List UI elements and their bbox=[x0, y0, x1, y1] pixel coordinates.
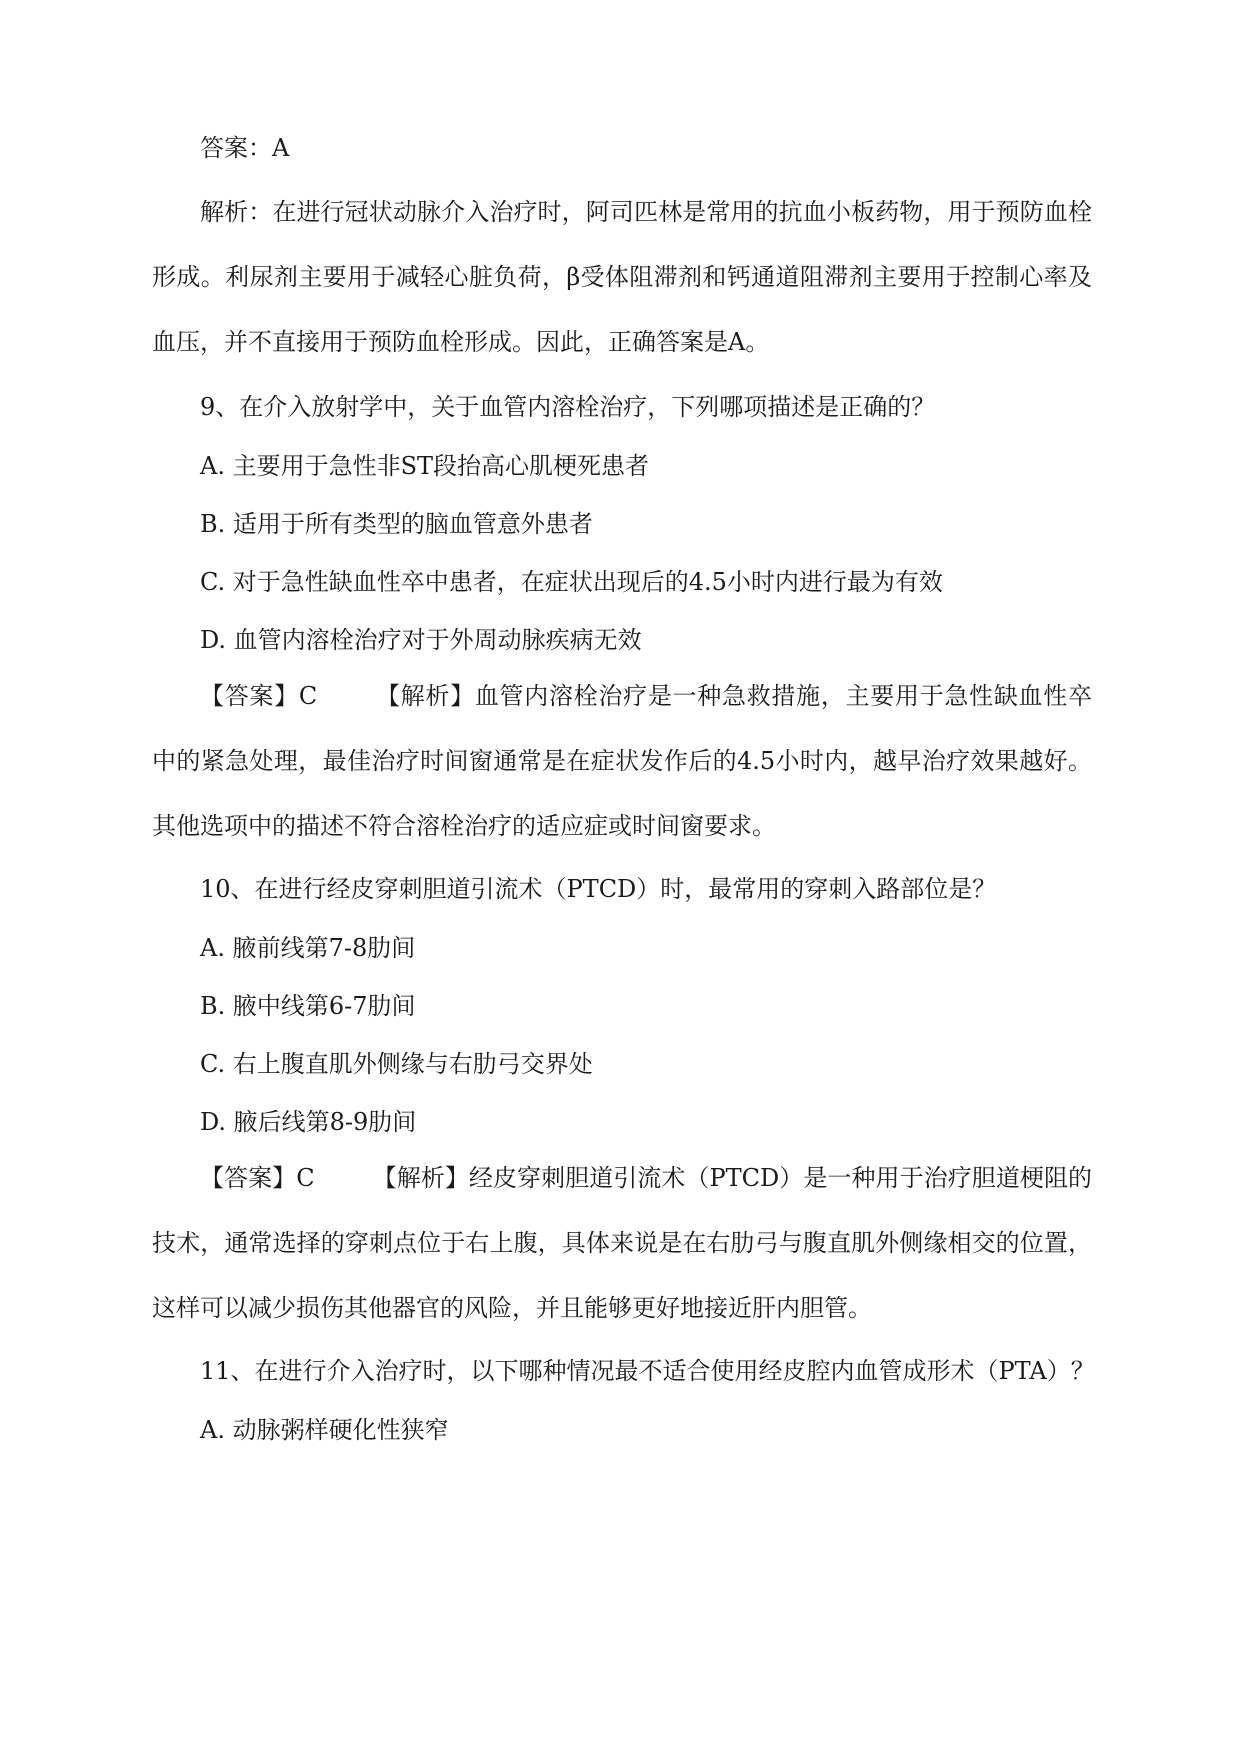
q10-analysis: 【解析】经皮穿刺胆道引流术（PTCD）是一种用于治疗胆道梗阻的技术，通常选择的穿刺点位于右上腹，具体来说是在右肋弓与腹直肌外侧缘相交的位置，这样可以减少损伤其他器官的风险，并且能够更好地接近肝内胆管。 bbox=[152, 1164, 1092, 1322]
q9-answer: 【答案】C bbox=[200, 682, 318, 710]
q9-option-a: A. 主要用于急性非ST段抬高心肌梗死患者 bbox=[200, 452, 650, 480]
q10-answer: 【答案】C bbox=[200, 1164, 315, 1192]
q9-option-b: B. 适用于所有类型的脑血管意外患者 bbox=[200, 510, 593, 538]
question-9: 9、在介入放射学中，关于血管内溶栓治疗，下列哪项描述是正确的？ bbox=[200, 393, 936, 421]
explanation-paragraph: 解析：在进行冠状动脉介入治疗时，阿司匹林是常用的抗血小板药物，用于预防血栓形成。利尿剂主要用于减轻心脏负荷，β受体阻滞剂和钙通道阻滞剂主要用于控制心率及血压，并不直接用于预防血栓形成。因此，正确答案是A。 bbox=[152, 198, 1092, 356]
question-11: 11、在进行介入治疗时，以下哪种情况最不适合使用经皮腔内血管成形术（PTA）？ bbox=[200, 1357, 1095, 1385]
question-10: 10、在进行经皮穿刺胆道引流术（PTCD）时，最常用的穿刺入路部位是？ bbox=[200, 875, 997, 903]
q10-answer-block bbox=[152, 1146, 1092, 1341]
q10-option-c: C. 右上腹直肌外侧缘与右肋弓交界处 bbox=[200, 1050, 593, 1078]
q9-analysis: 【解析】血管内溶栓治疗是一种急救措施，主要用于急性缺血性卒中的紧急处理，最佳治疗时间窗通常是在症状发作后的4.5小时内，越早治疗效果越好。其他选项中的描述不符合溶栓治疗的适应症或时间窗要求。 bbox=[152, 682, 1092, 840]
q10-option-d: D. 腋后线第8-9肋间 bbox=[200, 1108, 417, 1136]
answer-line: 答案：A bbox=[200, 134, 290, 162]
q11-option-a: A. 动脉粥样硬化性狭窄 bbox=[200, 1416, 449, 1444]
q9-option-c: C. 对于急性缺血性卒中患者，在症状出现后的4.5小时内进行最为有效 bbox=[200, 568, 943, 596]
q9-option-d: D. 血管内溶栓治疗对于外周动脉疾病无效 bbox=[200, 626, 642, 654]
q10-option-a: A. 腋前线第7-8肋间 bbox=[200, 934, 416, 962]
q9-answer-block bbox=[152, 664, 1092, 859]
q10-option-b: B. 腋中线第6-7肋间 bbox=[200, 992, 416, 1020]
